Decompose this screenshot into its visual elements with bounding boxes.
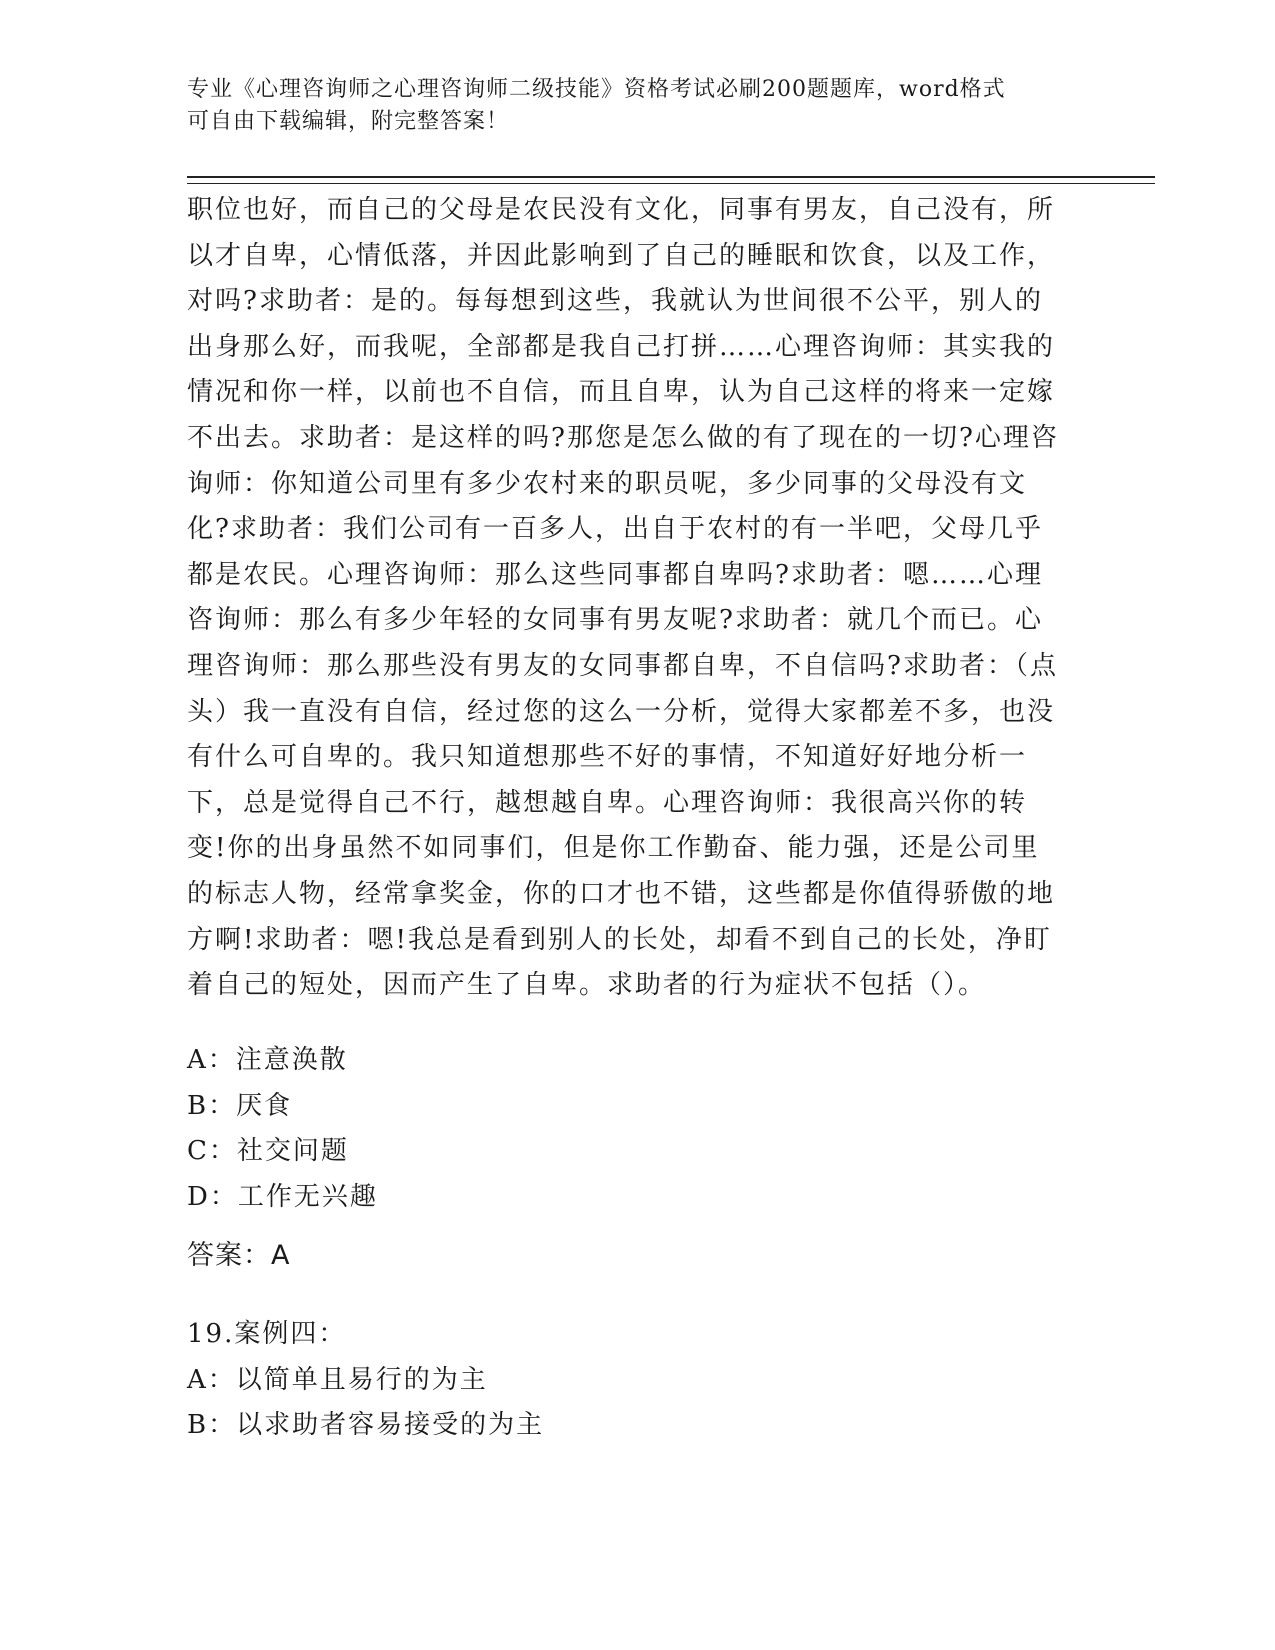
option-b: B：厌食 [187, 1090, 293, 1121]
option-a: A：以简单且易行的为主 [187, 1364, 488, 1395]
question-18-options [187, 1038, 1067, 1220]
option-d: D：工作无兴趣 [187, 1181, 378, 1212]
header-divider-thin [187, 183, 1155, 184]
question-19-title: 19.案例四： [187, 1319, 347, 1349]
header-divider-thick [187, 176, 1155, 178]
question-18-answer: 答案：A [187, 1240, 291, 1271]
header-title-line-2: 可自由下载编辑，附完整答案！ [187, 109, 510, 134]
option-c: C：社交问题 [187, 1136, 349, 1166]
option-b: B：以求助者容易接受的为主 [187, 1410, 545, 1440]
header-title-line-1: 专业《心理咨询师之心理咨询师二级技能》资格考试必刷200题题库，word格式 [187, 77, 1006, 102]
option-a: A：注意涣散 [187, 1045, 348, 1075]
question-18-stem: 职位也好，而自己的父母是农民没有文化，同事有男友，自己没有，所以才自卑，心情低落，并因此影响到了自己的睡眠和饮食，以及工作，对吗?求助者：是的。每每想到这些，我就认为世间很不公平，别人的出身那么好，而我呢，全部都是我自己打拼……心理咨询师：其实我的情况和你一样，以前也不自信，而且自卑，认为自己这样的将来一定嫁不出去。求助者：是这样的吗?那您是怎么做的有了现在的一切?心理咨询师：你知道公司里有多少农村来的职员呢，多少同事的父母没有文化?求助者：我们公司有一百多人，出自于农村的有一半吧，父母几乎都是农民。心理咨询师：那么这些同事都自卑吗?求助者：嗯……心理咨询师：那么有多少年轻的女同事有男友呢?求助者：就几个而已。心理咨询师：那么那些没有男友的女同事都自卑，不自信吗?求助者：（点头）我一直没有自信，经过您的这么一分析，觉得大家都差不多，也没有什么可自卑的。我只知道想那些不好的事情，不知道好好地分析一下，总是觉得自己不行，越想越自卑。心理咨询师：我很高兴你的转变!你的出身虽然不如同事们，但是你工作勤奋、能力强，还是公司里的标志人物，经常拿奖金，你的口才也不错，这些都是你值得骄傲的地方啊!求助者：嗯!我总是看到别人的长处，却看不到自己的长处，净盯着自己的短处，因而产生了自卑。求助者的行为症状不包括（）。 [187, 195, 1059, 1001]
page-header [187, 74, 1067, 138]
question-19 [187, 1312, 1067, 1449]
